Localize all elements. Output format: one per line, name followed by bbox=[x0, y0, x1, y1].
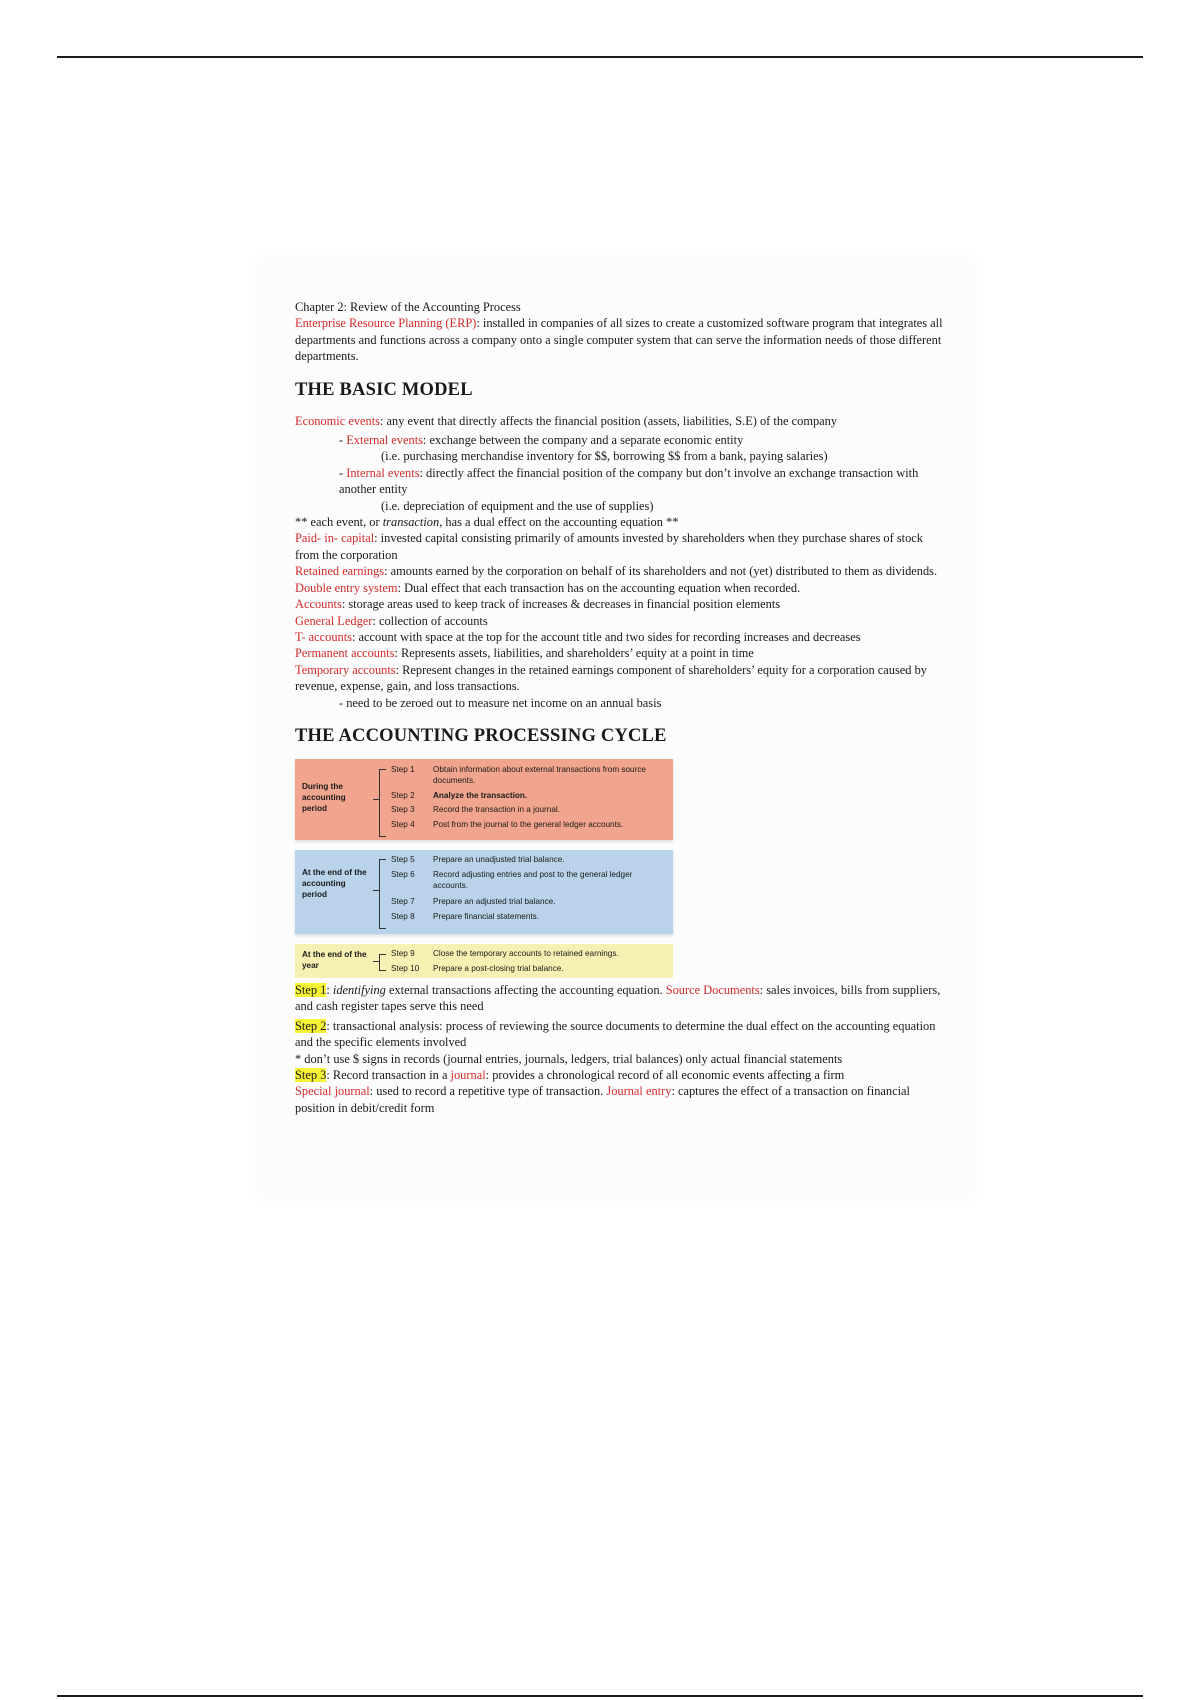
bottom-rule bbox=[57, 1695, 1143, 1697]
step-9-label: Step 9 bbox=[391, 948, 415, 958]
step-6-label: Step 6 bbox=[391, 869, 415, 879]
internal-events-definition: : directly affect the financial position of the company but don’t involve an exchange transaction with another entity bbox=[339, 465, 919, 497]
temporary-accounts-term: Temporary accounts bbox=[295, 662, 396, 677]
step-1-label: Step 1 bbox=[391, 764, 415, 774]
paid-in-capital-term: Paid- in- capital bbox=[295, 531, 375, 546]
step2-note-text: : transactional analysis: process of reviewing the source documents to determine the dual effect on the accounting equation and the specific elements involved bbox=[295, 1018, 936, 1050]
t-accounts-definition: : account with space at the top for the account title and two sides for recording increases and decreases bbox=[352, 629, 861, 644]
journal-entry-term: Journal entry bbox=[606, 1084, 672, 1099]
step3-note-label: Step 3 bbox=[295, 1067, 327, 1082]
dual-note-italic: transaction bbox=[382, 515, 440, 530]
erp-paragraph bbox=[295, 315, 945, 364]
internal-events-example: (i.e. depreciation of equipment and the use of supplies) bbox=[381, 498, 654, 513]
paid-in-capital-paragraph bbox=[295, 530, 945, 563]
external-events-prefix: - bbox=[339, 433, 347, 448]
general-ledger-term: General Ledger bbox=[295, 613, 373, 628]
t-accounts-paragraph bbox=[295, 629, 945, 645]
accounting-cycle-figure bbox=[295, 759, 673, 978]
source-documents-term: Source Documents bbox=[665, 982, 760, 997]
erp-term: Enterprise Resource Planning (ERP) bbox=[295, 316, 477, 331]
step-10-label: Step 10 bbox=[391, 963, 420, 973]
step1-note-label: Step 1 bbox=[295, 982, 327, 997]
accounts-paragraph bbox=[295, 596, 945, 612]
special-journal-definition: : used to record a repetitive type of transaction. bbox=[369, 1084, 607, 1099]
retained-earnings-term: Retained earnings bbox=[295, 564, 385, 579]
source-documents-definition: : sales invoices, bills from suppliers, and cash register tapes serve this need bbox=[295, 982, 941, 1014]
chapter-title: Chapter 2: Review of the Accounting Process bbox=[295, 300, 521, 314]
dual-note-before: ** each event, or bbox=[295, 515, 383, 530]
general-ledger-paragraph bbox=[295, 613, 945, 629]
document-content bbox=[295, 299, 945, 1116]
paid-in-capital-definition: : invested capital consisting primarily of amounts invested by shareholders when they purchase shares of stock from the corporation bbox=[295, 531, 923, 562]
step1-note-text: external transactions affecting the accounting equation. bbox=[385, 982, 666, 997]
step-7-text: Prepare an adjusted trial balance. bbox=[433, 896, 556, 906]
heading-basic-model: THE BASIC MODEL bbox=[295, 379, 473, 400]
internal-events-paragraph bbox=[295, 465, 945, 498]
external-events-definition: : exchange between the company and a separate economic entity bbox=[422, 433, 744, 448]
special-journal-term: Special journal bbox=[295, 1084, 370, 1099]
step-5-label: Step 5 bbox=[391, 854, 415, 864]
external-events-paragraph bbox=[295, 432, 945, 448]
retained-earnings-paragraph bbox=[295, 563, 945, 579]
double-entry-term: Double entry system bbox=[295, 580, 398, 595]
cycle-band-during-period bbox=[295, 759, 673, 840]
step3-note-paragraph bbox=[295, 1067, 945, 1083]
accounts-term: Accounts bbox=[295, 597, 342, 612]
dollar-sign-note: * don’t use $ signs in records (journal entries, journals, ledgers, trial balances) only actual financial statements bbox=[295, 1051, 843, 1066]
heading-accounting-cycle: THE ACCOUNTING PROCESSING CYCLE bbox=[295, 725, 667, 746]
step1-note-italic: identifying bbox=[332, 982, 386, 997]
temporary-accounts-note: - need to be zeroed out to measure net income on an annual basis bbox=[339, 695, 662, 710]
temporary-accounts-paragraph bbox=[295, 662, 945, 695]
accounts-definition: : storage areas used to keep track of increases & decreases in financial position elements bbox=[341, 597, 781, 612]
internal-events-term: Internal events bbox=[346, 465, 420, 480]
step-4-text: Post from the journal to the general ledger accounts. bbox=[433, 819, 624, 829]
journal-entry-definition: : captures the effect of a transaction on financial position in debit/credit form bbox=[295, 1084, 910, 1115]
permanent-accounts-term: Permanent accounts bbox=[295, 646, 395, 661]
step-2-label: Step 2 bbox=[391, 790, 415, 800]
retained-earnings-definition: : amounts earned by the corporation on behalf of its shareholders and not (yet) distributed to them as dividends. bbox=[384, 564, 938, 579]
temporary-accounts-definition: : Represent changes in the retained earnings component of shareholders’ equity for a corporation caused by revenue, expense, gain, and loss transactions. bbox=[295, 662, 927, 694]
step1-note-colon: : bbox=[326, 982, 333, 997]
step1-note-paragraph bbox=[295, 982, 945, 1015]
erp-definition: : installed in companies of all sizes to create a customized software program that integrates all departments and functions across a company onto a single computer system that can serve the information needs of those different departments. bbox=[295, 316, 943, 364]
step-3-label: Step 3 bbox=[391, 804, 415, 814]
permanent-accounts-definition: : Represents assets, liabilities, and shareholders’ equity at a point in time bbox=[394, 646, 754, 661]
period-label-end-year: At the end of the year bbox=[302, 949, 367, 970]
step-8-text: Prepare financial statements. bbox=[433, 911, 540, 921]
step2-note-label: Step 2 bbox=[295, 1018, 327, 1033]
step2-note-paragraph bbox=[295, 1018, 945, 1051]
general-ledger-definition: : collection of accounts bbox=[372, 613, 488, 628]
double-entry-paragraph bbox=[295, 580, 945, 596]
double-entry-definition: : Dual effect that each transaction has on the accounting equation when recorded. bbox=[397, 580, 801, 595]
step-5-text: Prepare an unadjusted trial balance. bbox=[433, 854, 565, 864]
step3-note-text: : Record transaction in a bbox=[326, 1067, 451, 1082]
cycle-band-end-period bbox=[295, 850, 673, 934]
step-8-label: Step 8 bbox=[391, 911, 415, 921]
special-journal-paragraph bbox=[295, 1083, 945, 1116]
period-label-end-period: At the end of the accounting period bbox=[302, 867, 367, 899]
step-10-text: Prepare a post-closing trial balance. bbox=[433, 963, 564, 973]
journal-term: journal bbox=[450, 1067, 486, 1082]
step-4-label: Step 4 bbox=[391, 819, 415, 829]
document-page bbox=[258, 262, 974, 1197]
economic-events-definition: : any event that directly affects the financial position (assets, liabilities, S.E) of the company bbox=[380, 413, 838, 428]
step-2-text: Analyze the transaction. bbox=[433, 790, 528, 800]
step-1-text: Obtain information about external transactions from source documents. bbox=[433, 764, 646, 785]
journal-definition: : provides a chronological record of all economic events affecting a firm bbox=[485, 1067, 845, 1082]
step-3-text: Record the transaction in a journal. bbox=[433, 804, 560, 814]
economic-events-paragraph bbox=[295, 413, 945, 429]
permanent-accounts-paragraph bbox=[295, 645, 945, 661]
cycle-band-end-year bbox=[295, 944, 673, 978]
economic-events-term: Economic events bbox=[295, 413, 380, 428]
t-accounts-term: T- accounts bbox=[295, 629, 353, 644]
external-events-example: (i.e. purchasing merchandise inventory for $$, borrowing $$ from a bank, paying salaries) bbox=[381, 449, 828, 464]
period-label-during: During the accounting period bbox=[302, 781, 346, 813]
step-9-text: Close the temporary accounts to retained earnings. bbox=[433, 948, 619, 958]
step-7-label: Step 7 bbox=[391, 896, 415, 906]
internal-events-prefix: - bbox=[339, 465, 347, 480]
top-rule bbox=[57, 56, 1143, 58]
external-events-term: External events bbox=[346, 433, 423, 448]
dual-note-after: , has a dual effect on the accounting equation ** bbox=[439, 515, 679, 530]
dual-effect-note bbox=[295, 514, 945, 530]
step-6-text: Record adjusting entries and post to the general ledger accounts. bbox=[433, 869, 633, 890]
